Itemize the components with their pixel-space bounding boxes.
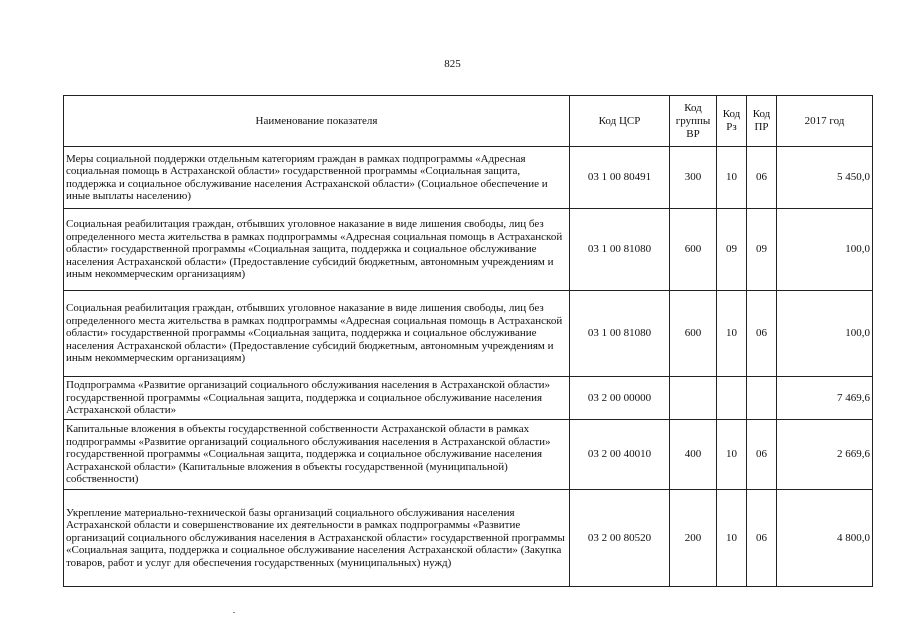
row-amount: 100,0	[777, 291, 873, 377]
table-row	[64, 377, 873, 420]
row-pr	[747, 377, 777, 420]
header-name: Наименование показателя	[64, 96, 570, 147]
row-rz: 10	[717, 291, 747, 377]
header-rz: Код Рз	[717, 96, 747, 147]
header-pr: Код ПР	[747, 96, 777, 147]
row-rz	[717, 377, 747, 420]
table-header-row	[64, 96, 873, 147]
row-amount: 5 450,0	[777, 147, 873, 209]
row-group: 300	[670, 147, 717, 209]
row-csr: 03 1 00 81080	[570, 291, 670, 377]
row-rz: 10	[717, 490, 747, 587]
row-csr: 03 1 00 80491	[570, 147, 670, 209]
row-name: Социальная реабилитация граждан, отбывших уголовное наказание в виде лишения свободы, лиц без определенного места жительства в рамках подпрограммы «Адресная социальная помощь в Астраханской области» государственной программы «Социальная защита, поддержка и социальное обслуживание населения Астраханской области» (Предоставление субсидий бюджетным, автономным учреждениям и иным некоммерческим организациям)	[64, 209, 570, 291]
row-pr: 06	[747, 490, 777, 587]
row-amount: 2 669,6	[777, 420, 873, 490]
row-rz: 09	[717, 209, 747, 291]
row-name: Укрепление материально-технической базы организаций социального обслуживания населения Астраханской области и совершенствование их деятельности в рамках подпрограммы «Развитие организаций социального обслуживания населения в Астраханской области» государственной программы «Социальная защита, поддержка и социальное обслуживание населения Астраханской области» (Закупка товаров, работ и услуг для обеспечения государственных (муниципальных) нужд)	[64, 490, 570, 587]
row-group	[670, 377, 717, 420]
row-amount: 4 800,0	[777, 490, 873, 587]
table-row	[64, 420, 873, 490]
page-number: 825	[444, 58, 461, 70]
row-group: 400	[670, 420, 717, 490]
table-row	[64, 147, 873, 209]
row-rz: 10	[717, 420, 747, 490]
table-row	[64, 291, 873, 377]
row-csr: 03 2 00 00000	[570, 377, 670, 420]
row-amount: 100,0	[777, 209, 873, 291]
table-row	[64, 490, 873, 587]
header-group: Код группы ВР	[670, 96, 717, 147]
row-rz: 10	[717, 147, 747, 209]
budget-table	[63, 95, 873, 587]
row-pr: 06	[747, 420, 777, 490]
row-pr: 09	[747, 209, 777, 291]
header-csr: Код ЦСР	[570, 96, 670, 147]
row-csr: 03 1 00 81080	[570, 209, 670, 291]
scan-speck	[233, 612, 235, 613]
row-name: Подпрограмма «Развитие организаций социального обслуживания населения в Астраханской области» государственной программы «Социальная защита, поддержка и социальное обслуживание населения Астраханской области»	[64, 377, 570, 420]
row-csr: 03 2 00 40010	[570, 420, 670, 490]
row-pr: 06	[747, 147, 777, 209]
row-group: 600	[670, 209, 717, 291]
row-name: Капитальные вложения в объекты государственной собственности Астраханской области в рамках подпрограммы «Развитие организаций социального обслуживания населения в Астраханской области» государственной программы «Социальная защита, поддержка и социальное обслуживание населения Астраханской области» (Капитальные вложения в объекты государственной (муниципальной) собственности)	[64, 420, 570, 490]
header-year: 2017 год	[777, 96, 873, 147]
row-group: 200	[670, 490, 717, 587]
row-amount: 7 469,6	[777, 377, 873, 420]
row-name: Меры социальной поддержки отдельным категориям граждан в рамках подпрограммы «Адресная социальная помощь в Астраханской области» государственной программы «Социальная защита, поддержка и социальное обслуживание населения Астраханской области» (Социальное обеспечение и иные выплаты населению)	[64, 147, 570, 209]
row-name: Социальная реабилитация граждан, отбывших уголовное наказание в виде лишения свободы, лиц без определенного места жительства в рамках подпрограммы «Адресная социальная помощь в Астраханской области» государственной программы «Социальная защита, поддержка и социальное обслуживание населения Астраханской области» (Предоставление субсидий бюджетным, автономным учреждениям и иным некоммерческим организациям)	[64, 291, 570, 377]
row-csr: 03 2 00 80520	[570, 490, 670, 587]
row-group: 600	[670, 291, 717, 377]
table-row	[64, 209, 873, 291]
row-pr: 06	[747, 291, 777, 377]
